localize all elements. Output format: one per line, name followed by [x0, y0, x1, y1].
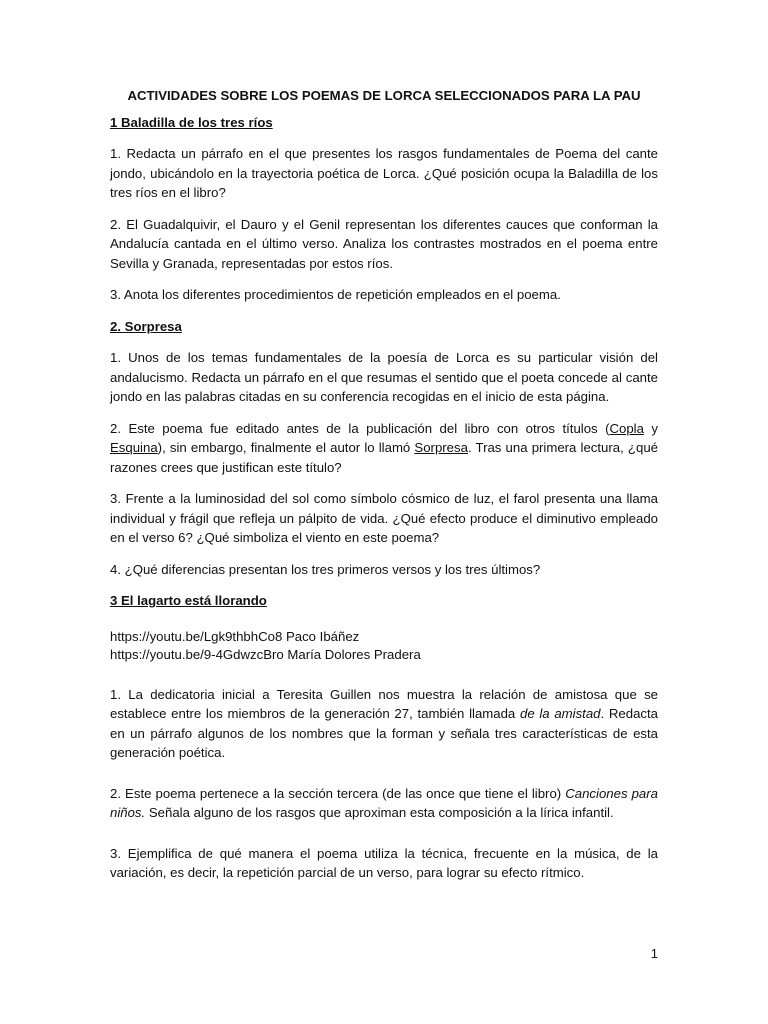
question-2-2-text-d: . Tras una primera lectura, ¿qué razones crees que justifican este título?: [110, 440, 658, 475]
question-2-2-text-c: ), sin embargo, finalmente el autor lo llamó: [157, 440, 415, 455]
question-3-1-emphasis: de la amistad: [519, 706, 601, 721]
question-3-2: [110, 784, 658, 823]
question-3-1-text-a: 1. La dedicatoria inicial a Teresita Guillen nos muestra la relación de amistosa que se establece entre los miembros de la generación 27, también llamada: [110, 686, 658, 721]
question-3-3: 3. Ejemplifica de qué manera el poema utiliza la técnica, frecuente en la música, de la variación, es decir, la repetición parcial de un verso, para lograr su efecto rítmico.: [110, 845, 658, 880]
title-copla: Copla: [609, 420, 644, 436]
question-3-1: [110, 685, 658, 763]
question-2-4: 4. ¿Qué diferencias presentan los tres primeros versos y los tres últimos?: [110, 561, 541, 577]
document-title: ACTIVIDADES SOBRE LOS POEMAS DE LORCA SELECCIONADOS PARA LA PAU: [127, 88, 641, 103]
question-3-2-text-b: Señala alguno de los rasgos que aproximan esta composición a la lírica infantil.: [145, 805, 614, 820]
question-2-2: [110, 419, 658, 478]
section-heading-sorpresa: 2. Sorpresa: [110, 318, 182, 334]
page-number: 1: [650, 946, 658, 961]
title-esquina: Esquina: [110, 440, 158, 455]
question-1-3: 3. Anota los diferentes procedimientos de repetición empleados en el poema.: [110, 287, 561, 302]
question-2-2-text-b: y: [643, 420, 658, 436]
question-3-1-text-b: . Redacta en un párrafo algunos de los nombres que la forman y señala tres características de esta generación poética.: [110, 706, 659, 760]
title-sorpresa: Sorpresa: [414, 440, 468, 455]
section-heading-lagarto: 3 El lagarto está llorando: [110, 593, 267, 608]
section-heading-baladilla: 1 Baladilla de los tres ríos: [110, 114, 273, 130]
question-3-2-text-a: 2. Este poema pertenece a la sección tercera (de las once que tiene el libro): [110, 785, 566, 801]
video-link-paco-ibanez[interactable]: https://youtu.be/Lgk9thbhCo8 Paco Ibáñez: [110, 628, 360, 644]
question-2-2-text-a: 2. Este poema fue editado antes de la publicación del libro con otros títulos (: [110, 420, 610, 436]
video-link-maria-dolores-pradera[interactable]: https://youtu.be/9-4GdwzcBro María Dolores Pradera: [110, 646, 421, 662]
question-1-1: 1. Redacta un párrafo en el que presentes los rasgos fundamentales de Poema del cante jondo, ubicándolo en la trayectoria poética de Lorca. ¿Qué posición ocupa la Baladilla de los tres ríos en el libro?: [110, 146, 658, 200]
question-2-1: 1. Unos de los temas fundamentales de la poesía de Lorca es su particular visión del andalucismo. Redacta un párrafo en el que resumas el sentido que el poeta concede al cante jondo en las palabras citadas en su conferencia recogidas en el inicio de esta página.: [110, 350, 658, 404]
question-2-3: 3. Frente a la luminosidad del sol como símbolo cósmico de luz, el farol presenta una llama individual y frágil que refleja un pálpito de vida. ¿Qué efecto produce el diminutivo empleado en el verso 6? ¿Qué simboliza el viento en este poema?: [110, 491, 658, 545]
question-3-2-emphasis: Canciones para niños.: [110, 785, 658, 820]
video-links: [110, 628, 658, 664]
question-1-2: 2. El Guadalquivir, el Dauro y el Genil representan los diferentes cauces que conforman la Andalucía cantada en el último verso. Analiza los contrastes mostrados en el poema entre Sevilla y Granada, representadas por estos ríos.: [110, 216, 658, 271]
